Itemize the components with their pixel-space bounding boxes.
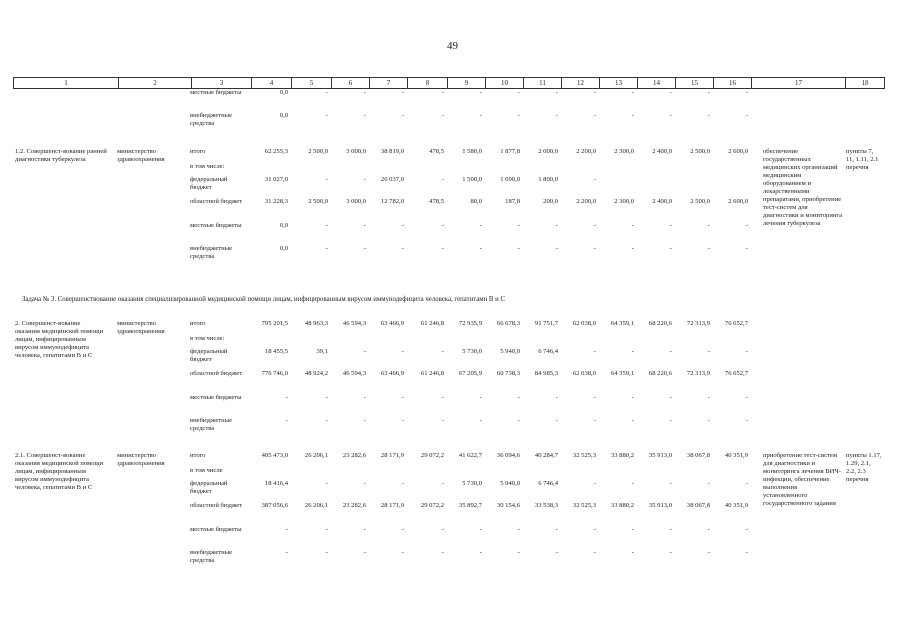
cell-value: 5 730,0 [462,348,482,355]
cell-value: 18 455,5 [264,348,288,355]
header-col-4: 4 [251,78,291,88]
cell-value: 62 038,0 [572,370,596,377]
cell-value: - [631,549,634,556]
cell-value: 32 525,3 [572,452,596,459]
cell-value: - [745,112,748,119]
cell-value: 2 500,0 [690,148,710,155]
cell-value: - [593,245,596,252]
cell-value: - [555,222,558,229]
purpose: приобретение тест-систем для диагностики и мониторинга лечения ВИЧ-инфекции, обеспечение выполнения установленного государственного задания [763,452,841,507]
cell-value: 38 819,0 [380,148,404,155]
cell-value: - [631,245,634,252]
header-col-8: 8 [407,78,447,88]
header-col-2: 2 [118,78,191,88]
cell-value: - [631,417,634,424]
cell-value: - [669,394,672,401]
cell-value: - [363,417,366,424]
cell-value: - [669,89,672,96]
row-label: местные бюджеты [190,394,242,401]
cell-value: - [669,526,672,533]
row-label: в том числе: [190,335,225,342]
cell-value: - [593,549,596,556]
cell-value: - [555,112,558,119]
cell-value: - [517,245,520,252]
cell-value: 5 940,0 [500,348,520,355]
header-col-1: 1 [64,79,68,87]
cell-value: - [517,549,520,556]
cell-value: 0,0 [279,112,288,119]
cell-value: - [745,222,748,229]
executor: министерство здравоохранения [117,320,165,335]
row-label: местные бюджеты [190,222,242,229]
cell-value: - [707,112,710,119]
cell-value: 62 038,0 [572,320,596,327]
cell-value: 0,0 [279,89,288,96]
cell-value: - [363,89,366,96]
cell-value: - [707,89,710,96]
cell-value: - [669,112,672,119]
cell-value: 29 072,2 [420,502,444,509]
cell-value: - [441,480,444,487]
cell-value: 30 154,6 [496,502,520,509]
cell-value: - [363,526,366,533]
header-col-13: 13 [599,78,637,88]
cell-value: - [593,112,596,119]
cell-value: - [363,176,366,183]
cell-value: 2 000,0 [538,148,558,155]
row-label: областной бюджет [190,370,243,377]
cell-value: 2 500,0 [308,148,328,155]
cell-value: 35 913,0 [648,502,672,509]
cell-value: 405 473,0 [261,452,288,459]
cell-value: - [555,417,558,424]
cell-value: - [517,417,520,424]
cell-value: - [401,394,404,401]
indicators: пункты 7, 11, 1.11, 2.1 перечня [846,148,879,171]
cell-value: - [631,112,634,119]
cell-value: 64 359,1 [610,320,634,327]
cell-value: 38 067,8 [686,452,710,459]
cell-value: - [707,394,710,401]
block-name: 2. Совершенст-вование оказания медицинской помощи лицам, инфицированным вирусом иммунодефицита человека, гепатитами В и С [15,320,104,359]
header-col-17: 17 [751,78,845,88]
cell-value: - [285,526,288,533]
row-label: внебюджетные средства [190,549,233,564]
cell-value: - [669,348,672,355]
cell-value: 46 594,3 [342,370,366,377]
cell-value: 32 525,3 [572,502,596,509]
cell-value: - [631,348,634,355]
cell-value: - [707,222,710,229]
cell-value: 0,0 [279,245,288,252]
cell-value: 6 746,4 [538,480,558,487]
cell-value: - [363,549,366,556]
cell-value: 40 284,7 [534,452,558,459]
cell-value: 26 037,0 [380,176,404,183]
row-label: в том числе [190,467,223,474]
cell-value: - [479,417,482,424]
cell-value: - [441,526,444,533]
cell-value: 1 580,0 [462,148,482,155]
cell-value: 61 246,8 [420,320,444,327]
cell-value: 2 600,0 [728,148,748,155]
cell-value: 478,5 [429,198,444,205]
cell-value: 2 400,0 [652,198,672,205]
cell-value: - [363,348,366,355]
cell-value: - [669,417,672,424]
cell-value: 35 913,0 [648,452,672,459]
cell-value: - [479,526,482,533]
cell-value: 63 466,9 [380,370,404,377]
cell-value: - [593,348,596,355]
cell-value: 387 056,6 [261,502,288,509]
cell-value: - [669,480,672,487]
cell-value: - [707,245,710,252]
cell-value: 2 500,0 [308,198,328,205]
cell-value: - [325,417,328,424]
cell-value: - [745,549,748,556]
cell-value: - [363,222,366,229]
header-col-9: 9 [447,78,485,88]
row-label: внебюджетные средства [190,417,233,432]
cell-value: 60 738,3 [496,370,520,377]
cell-value: - [593,176,596,183]
cell-value: 84 985,3 [534,370,558,377]
row-label: в том числе: [190,163,225,170]
cell-value: 72 935,9 [458,320,482,327]
cell-value: 64 359,1 [610,370,634,377]
cell-value: - [517,89,520,96]
cell-value: - [517,222,520,229]
cell-value: 2 500,0 [690,198,710,205]
cell-value: 33 880,2 [610,452,634,459]
cell-value: 0,0 [279,222,288,229]
cell-value: 66 678,3 [496,320,520,327]
cell-value: 776 746,0 [261,370,288,377]
cell-value: 5 940,0 [500,480,520,487]
cell-value: 48 963,3 [304,320,328,327]
header-col-11: 11 [523,78,561,88]
row-label: местные бюджеты [190,89,242,96]
cell-value: 3 000,0 [346,198,366,205]
cell-value: - [593,526,596,533]
cell-value: - [707,526,710,533]
cell-value: 478,5 [429,148,444,155]
cell-value: - [441,176,444,183]
row-label: итого [190,148,206,155]
cell-value: - [401,89,404,96]
cell-value: - [363,394,366,401]
page-number: 49 [447,40,458,52]
cell-value: 2 600,0 [728,198,748,205]
cell-value: - [745,348,748,355]
cell-value: - [479,549,482,556]
cell-value: 68 220,6 [648,370,672,377]
cell-value: - [745,480,748,487]
cell-value: - [401,549,404,556]
cell-value: - [363,480,366,487]
header-col-12: 12 [561,78,599,88]
header-col-6: 6 [331,78,369,88]
header-col-16: 16 [713,78,751,88]
cell-value: - [745,245,748,252]
cell-value: 48 924,2 [304,370,328,377]
cell-value: - [517,112,520,119]
cell-value: - [593,89,596,96]
cell-value: - [669,549,672,556]
row-label: внебюджетные средства [190,112,233,127]
block-name: 2.1. Совершенст-вование оказания медицинской помощи лицам, инфицированным вирусом иммунодефицита человека, гепатитами В и С [15,452,104,491]
cell-value: - [325,549,328,556]
header-col-18: 18 [845,78,884,88]
cell-value: - [325,222,328,229]
cell-value: - [441,112,444,119]
cell-value: 35 892,7 [458,502,482,509]
cell-value: 2 300,0 [614,148,634,155]
cell-value: - [401,480,404,487]
row-label: федеральный бюджет [190,348,228,363]
cell-value: 39,1 [316,348,328,355]
cell-value: 23 282,6 [342,452,366,459]
cell-value: - [479,112,482,119]
row-label: федеральный бюджет [190,480,228,495]
cell-value: 76 652,7 [724,370,748,377]
cell-value: 72 313,9 [686,370,710,377]
cell-value: - [555,245,558,252]
cell-value: - [401,112,404,119]
cell-value: - [631,480,634,487]
cell-value: 38 067,8 [686,502,710,509]
cell-value: - [441,348,444,355]
cell-value: - [593,394,596,401]
cell-value: - [593,480,596,487]
cell-value: 23 282,6 [342,502,366,509]
cell-value: - [555,526,558,533]
row-label: областной бюджет [190,198,243,205]
cell-value: - [441,417,444,424]
row-label: итого [190,452,206,459]
cell-value: 200,0 [543,198,558,205]
cell-value: 3 000,0 [346,148,366,155]
cell-value: - [401,245,404,252]
cell-value: - [325,112,328,119]
cell-value: - [325,176,328,183]
cell-value: - [707,480,710,487]
cell-value: 2 200,0 [576,198,596,205]
cell-value: - [441,89,444,96]
cell-value: - [479,89,482,96]
cell-value: - [745,394,748,401]
cell-value: - [285,394,288,401]
executor: министерство здравоохранения [117,452,165,467]
cell-value: - [285,549,288,556]
cell-value: 40 351,9 [724,502,748,509]
cell-value: 187,8 [505,198,520,205]
cell-value: - [325,526,328,533]
cell-value: - [745,417,748,424]
cell-value: - [285,417,288,424]
cell-value: 1 877,8 [500,148,520,155]
cell-value: - [441,245,444,252]
cell-value: - [401,222,404,229]
cell-value: - [707,549,710,556]
cell-value: 26 206,1 [304,452,328,459]
header-col-3: 3 [191,78,251,88]
cell-value: - [325,480,328,487]
cell-value: - [707,348,710,355]
cell-value: - [555,394,558,401]
row-label: итого [190,320,206,327]
cell-value: 68 220,6 [648,320,672,327]
cell-value: 1 500,0 [462,176,482,183]
cell-value: - [325,394,328,401]
header-col-7: 7 [369,78,407,88]
cell-value: - [441,222,444,229]
cell-value: 36 094,6 [496,452,520,459]
cell-value: - [401,348,404,355]
cell-value: - [631,222,634,229]
row-label: местные бюджеты [190,526,242,533]
cell-value: - [517,526,520,533]
cell-value: - [593,222,596,229]
header-col-5: 5 [291,78,331,88]
cell-value: - [631,89,634,96]
row-label: областной бюджет [190,502,243,509]
task-3-heading: Задача № 3. Совершенствование оказания специализированной медицинской помощи лицам, инфицированным вирусом иммунодефицита человека, гепатитами В и С [22,296,506,303]
cell-value: - [593,417,596,424]
cell-value: - [441,394,444,401]
cell-value: 63 466,9 [380,320,404,327]
cell-value: - [631,526,634,533]
cell-value: 91 751,7 [534,320,558,327]
header-col-14: 14 [637,78,675,88]
cell-value: - [479,222,482,229]
cell-value: 67 205,9 [458,370,482,377]
cell-value: - [479,394,482,401]
row-label: федеральный бюджет [190,176,228,191]
cell-value: 33 880,2 [610,502,634,509]
cell-value: - [669,222,672,229]
cell-value: - [363,245,366,252]
cell-value: 80,0 [470,198,482,205]
header-col-10: 10 [485,78,523,88]
cell-value: 33 538,3 [534,502,558,509]
cell-value: - [555,89,558,96]
purpose: обеспечение государственных медицинских организаций медицинским оборудованием и лекарственными препаратами, приобретение тест-систем для диагностики и мониторинга лечения туберкулеза [763,148,843,227]
cell-value: 2 400,0 [652,148,672,155]
cell-value: 28 171,9 [380,452,404,459]
cell-value: 76 652,7 [724,320,748,327]
cell-value: 5 730,0 [462,480,482,487]
cell-value: 41 622,7 [458,452,482,459]
cell-value: - [745,526,748,533]
cell-value: - [631,394,634,401]
cell-value: 12 782,0 [380,198,404,205]
cell-value: 62 255,3 [264,148,288,155]
block-name: 1.2. Совершенст-вование ранней диагностики туберкулеза [15,148,107,163]
cell-value: 1 690,0 [500,176,520,183]
cell-value: 1 800,0 [538,176,558,183]
indicators: пункты 1.17, 1.29, 2.1, 2.2, 2.3 перечня [846,452,882,483]
cell-value: 28 171,9 [380,502,404,509]
cell-value: - [555,549,558,556]
cell-value: 72 313,9 [686,320,710,327]
cell-value: - [401,417,404,424]
cell-value: - [479,245,482,252]
header-col-15: 15 [675,78,713,88]
executor: министерство здравоохранения [117,148,165,163]
cell-value: 2 200,0 [576,148,596,155]
column-number-header [13,77,885,89]
cell-value: - [325,245,328,252]
cell-value: 40 351,9 [724,452,748,459]
cell-value: - [363,112,366,119]
cell-value: 29 072,2 [420,452,444,459]
cell-value: 31 027,0 [264,176,288,183]
cell-value: 46 594,3 [342,320,366,327]
cell-value: - [669,245,672,252]
row-label: внебюджетные средства [190,245,233,260]
cell-value: 31 228,3 [264,198,288,205]
cell-value: - [441,549,444,556]
cell-value: - [517,394,520,401]
cell-value: - [401,526,404,533]
cell-value: - [707,417,710,424]
cell-value: 26 206,1 [304,502,328,509]
cell-value: 2 300,0 [614,198,634,205]
cell-value: 61 246,8 [420,370,444,377]
cell-value: - [745,89,748,96]
cell-value: 18 416,4 [264,480,288,487]
cell-value: 795 201,5 [261,320,288,327]
cell-value: - [325,89,328,96]
cell-value: 6 746,4 [538,348,558,355]
